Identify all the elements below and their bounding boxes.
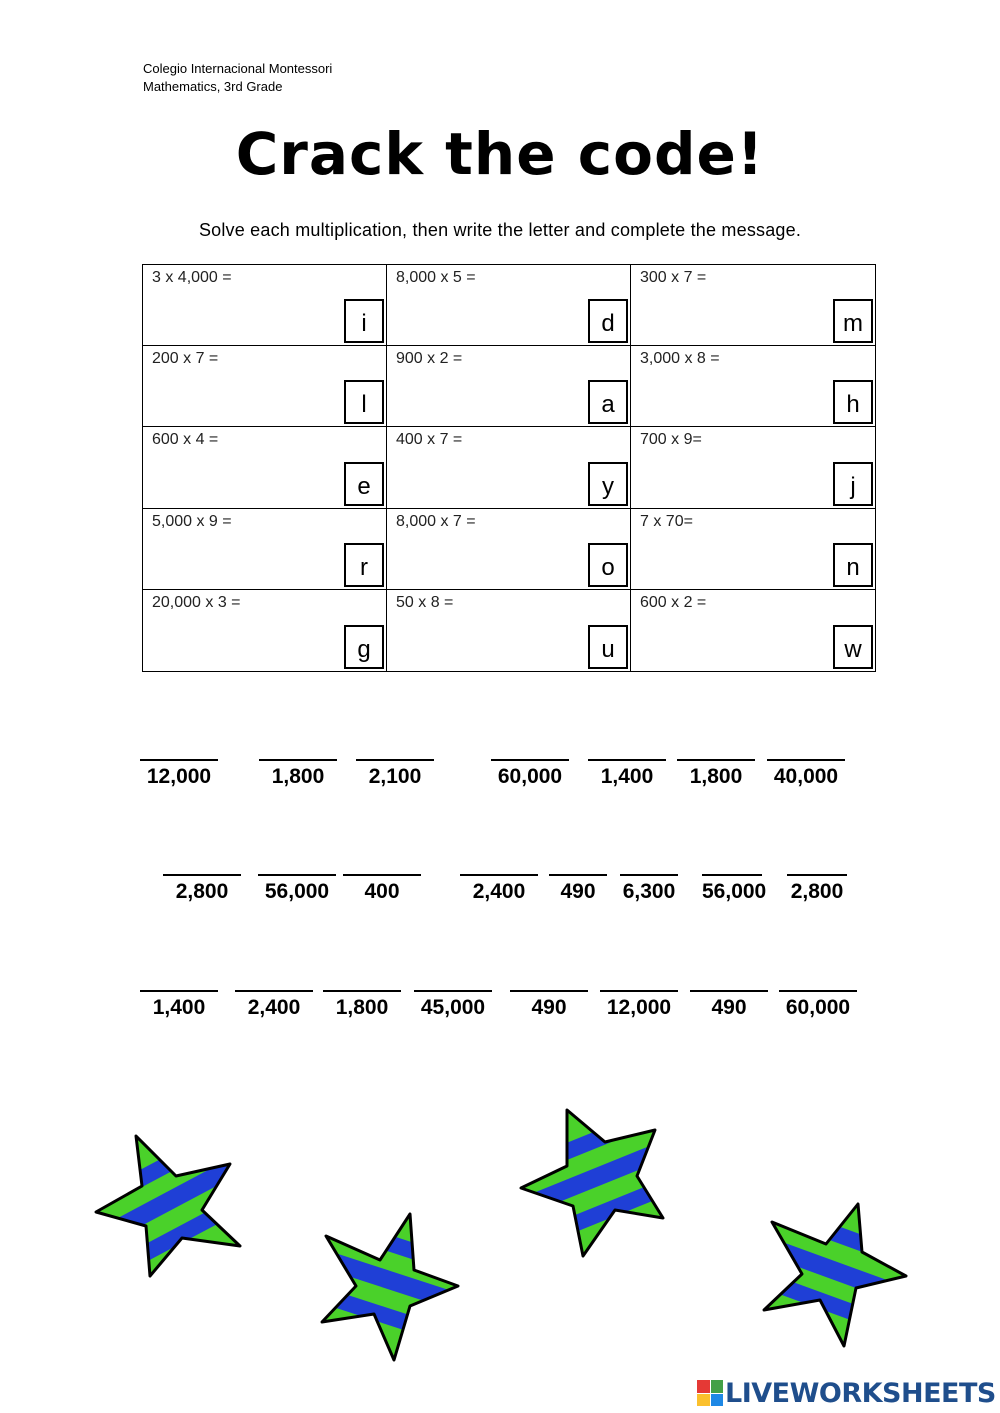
star-icon	[760, 1200, 910, 1350]
code-cell	[143, 346, 387, 427]
letter-box: l	[344, 380, 384, 424]
multiplication-problem: 400 x 7 =	[396, 431, 463, 449]
multiplication-problem: 50 x 8 =	[396, 593, 454, 611]
answer-line	[258, 874, 336, 876]
multiplication-problem: 700 x 9=	[640, 431, 702, 449]
multiplication-problem: 8,000 x 5 =	[396, 269, 476, 286]
letter-box: j	[833, 462, 873, 506]
answer-line	[767, 759, 845, 761]
answer-number: 2,100	[368, 765, 422, 788]
answer-number: 6,300	[622, 880, 676, 903]
answer-number: 490	[531, 996, 567, 1019]
page-title: Crack the code!	[235, 120, 765, 188]
answer-line	[414, 990, 492, 992]
answer-line	[163, 874, 241, 876]
answer-line	[491, 759, 569, 761]
letter-box: r	[344, 543, 384, 587]
code-cell	[143, 265, 387, 346]
code-cell	[631, 265, 875, 346]
code-cell	[143, 590, 387, 671]
answer-line	[323, 990, 401, 992]
answer-line	[140, 990, 218, 992]
star-icon	[316, 1210, 466, 1365]
code-grid	[142, 264, 876, 672]
answer-number: 1,800	[689, 765, 743, 788]
code-cell	[387, 427, 631, 508]
code-cell	[143, 427, 387, 508]
code-cell	[631, 346, 875, 427]
multiplication-problem: 300 x 7 =	[640, 269, 707, 286]
answer-line	[549, 874, 607, 876]
letter-box: y	[588, 462, 628, 506]
subject-line: Mathematics, 3rd Grade	[143, 79, 283, 94]
multiplication-problem: 3 x 4,000 =	[152, 269, 232, 286]
answer-line	[343, 874, 421, 876]
answer-line	[620, 874, 678, 876]
answer-number: 12,000	[606, 996, 672, 1019]
letter-box: a	[588, 380, 628, 424]
multiplication-problem: 3,000 x 8 =	[640, 350, 720, 368]
answer-line	[460, 874, 538, 876]
answer-line	[690, 990, 768, 992]
answer-line	[510, 990, 588, 992]
code-cell	[631, 590, 875, 671]
code-cell	[387, 346, 631, 427]
multiplication-problem: 200 x 7 =	[152, 350, 219, 368]
letter-box: n	[833, 543, 873, 587]
answer-line	[779, 990, 857, 992]
letter-box: u	[588, 625, 628, 669]
code-cell	[387, 509, 631, 590]
answer-number: 490	[560, 880, 596, 903]
answer-number: 2,800	[175, 880, 229, 903]
letter-box: w	[833, 625, 873, 669]
answer-number: 56,000	[264, 880, 330, 903]
school-name: Colegio Internacional Montessori	[143, 61, 333, 76]
message-row-1	[0, 759, 1000, 799]
answer-line	[677, 759, 755, 761]
answer-line	[588, 759, 666, 761]
message-row-2	[0, 874, 1000, 914]
answer-number: 2,400	[472, 880, 526, 903]
answer-number: 1,800	[271, 765, 325, 788]
brand-text: LIVEWORKSHEETS	[725, 1377, 996, 1409]
answer-line	[356, 759, 434, 761]
answer-line	[259, 759, 337, 761]
multiplication-problem: 7 x 70=	[640, 512, 693, 530]
answer-number: 400	[364, 880, 400, 903]
answer-number: 60,000	[785, 996, 851, 1019]
letter-box: i	[344, 299, 384, 343]
letter-box: e	[344, 462, 384, 506]
star-icon	[515, 1106, 670, 1261]
letter-box: d	[588, 299, 628, 343]
answer-line	[600, 990, 678, 992]
letter-box: h	[833, 380, 873, 424]
letter-box: o	[588, 543, 628, 587]
instructions: Solve each multiplication, then write the letter and complete the message.	[198, 220, 802, 240]
answer-line	[235, 990, 313, 992]
code-cell	[631, 509, 875, 590]
answer-line	[140, 759, 218, 761]
answer-number: 1,800	[335, 996, 389, 1019]
code-cell	[631, 427, 875, 508]
message-row-3	[0, 990, 1000, 1030]
multiplication-problem: 600 x 2 =	[640, 593, 707, 611]
multiplication-problem: 8,000 x 7 =	[396, 512, 476, 530]
multiplication-problem: 900 x 2 =	[396, 350, 463, 368]
brand-mark-icon	[697, 1380, 723, 1406]
letter-box: m	[833, 299, 873, 343]
answer-number: 12,000	[146, 765, 212, 788]
answer-number: 1,400	[152, 996, 206, 1019]
multiplication-problem: 600 x 4 =	[152, 431, 219, 449]
answer-number: 490	[711, 996, 747, 1019]
answer-number: 45,000	[420, 996, 486, 1019]
answer-number: 2,800	[790, 880, 844, 903]
star-icon	[90, 1130, 250, 1280]
answer-number: 60,000	[497, 765, 563, 788]
answer-number: 1,400	[600, 765, 654, 788]
answer-line	[787, 874, 847, 876]
letter-box: g	[344, 625, 384, 669]
multiplication-problem: 5,000 x 9 =	[152, 512, 232, 530]
multiplication-problem: 20,000 x 3 =	[152, 593, 241, 611]
answer-line	[702, 874, 762, 876]
code-cell	[143, 509, 387, 590]
answer-number: 2,400	[247, 996, 301, 1019]
code-cell	[387, 265, 631, 346]
answer-number: 40,000	[773, 765, 839, 788]
brand-logo	[697, 1376, 996, 1410]
answer-number: 56,000	[702, 880, 767, 903]
code-cell	[387, 590, 631, 671]
